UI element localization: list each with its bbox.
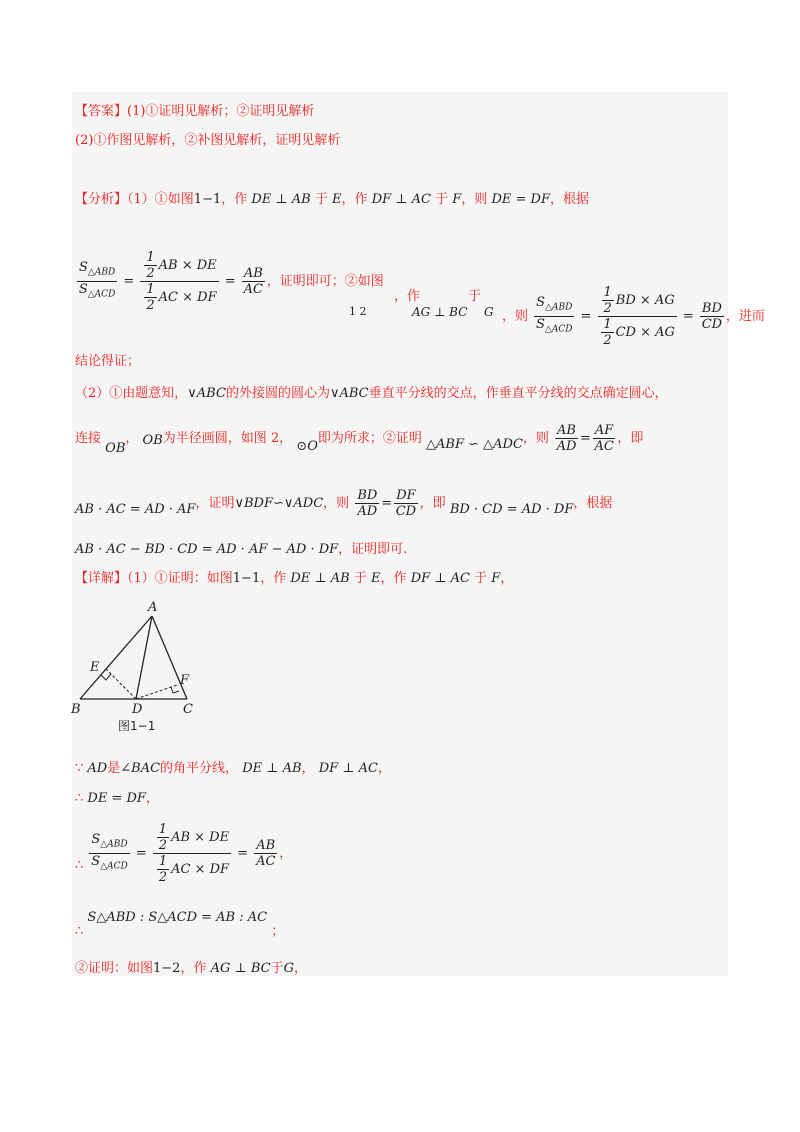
analysis-line-3: 结论得证； (75, 354, 141, 369)
detail-line-5: ∴ S△ABD : S△ACD = AB : AC ； (75, 910, 285, 939)
analysis-line-1: 【分析】（1）①如图1−1，作 DE ⊥ AB 于 E，作 DF ⊥ AC 于 F，则 DE = DF，根据 (75, 192, 589, 207)
analysis-formula-row: $\frac{S_{\triangle ABD}}{S_{\triangle ACD}}$ = $\frac{1}{2}$ AB × DE $\frac{1}{2}$ AC × DF = $\frac{AB}{AC}$ ，证明即可；②如图 (78, 250, 384, 313)
right-angle-mark-e (101, 674, 111, 680)
analysis-line-6: AB · AC = AD · AF，证明∨BDF∽∨ADC，则 $\frac{BD}{AD}$ = $\frac{DF}{CD}$ ，即 BD · CD = AD · DF，根据 (75, 488, 613, 519)
bisector-ad (136, 616, 152, 699)
vertex-label-a: A (148, 600, 158, 615)
half-product-ratio-1: $\frac{1}{2}$ AB × DE $\frac{1}{2}$ AC × DF (140, 250, 218, 313)
answer-line-2: (2)①作图见解析，②补图见解析，证明见解析 (75, 133, 341, 148)
vertex-label-c: C (183, 702, 193, 717)
analysis-label: 【分析】 (75, 192, 128, 207)
triangle-figure-1-1 (70, 598, 220, 738)
right-angle-mark-f (171, 687, 179, 693)
analysis-formula-row-2: ，则 $\frac{S_{\triangle ABD}}{S_{\triangle ACD}}$ = $\frac{1}{2}$ BD × AG $\frac{1}{2}$ CD × AG = $\frac{BD}{CD}$ ，进而 (502, 285, 765, 348)
analysis-line-4: （2）①由题意知，∨ABC的外接圆的圆心为∨ABC垂直平分线的交点，作垂直平分线的交点确定圆心， (75, 386, 668, 401)
half-product-ratio-2: $\frac{1}{2}$ BD × AG $\frac{1}{2}$ CD × AG (598, 285, 677, 348)
figure-ref-1-2: 1 2 (349, 305, 367, 318)
perpendicular-de (106, 669, 136, 699)
point-label-d: D (132, 702, 143, 717)
detail-line-1: 【详解】（1）①证明：如图1−1，作 DE ⊥ AB 于 E，作 DF ⊥ AC 于 F， (75, 571, 514, 586)
area-ratio-2: $\frac{S_{\triangle ABD}}{S_{\triangle ACD}}$ (536, 295, 573, 335)
point-label-f: F (180, 673, 190, 688)
area-ratio-1: $\frac{S_{\triangle ABD}}{S_{\triangle ACD}}$ (78, 260, 116, 300)
detail-line-2: ∵ AD是∠BAC的角平分线， DE ⊥ AB， DF ⊥ AC， (75, 761, 391, 776)
vertex-label-b: B (71, 702, 81, 717)
analysis-line-5: 连接 OB， OB为半径画圆，如图 2， ⊙O即为所求；②证明 △ABF ∽ △ADC，则 $\frac{AB}{AD}$ = $\frac{AF}{AC}$ ，即 (75, 423, 644, 456)
side-ratio-2: $\frac{BD}{CD}$ (701, 301, 723, 332)
detail-formula: ∴ $\frac{S_{\triangle ABD}}{S_{\triangle ACD}}$ = $\frac{1}{2}$ AB × DE $\frac{1}{2}$ AC × DF = $\frac{AB}{AC}$ ， (75, 822, 293, 885)
side-ab (80, 616, 152, 699)
analysis-line-7: AB · AC − BD · CD = AD · AF − AD · DF，证明即可. (75, 542, 408, 557)
detail-line-3: ∴ DE = DF， (75, 791, 159, 806)
answer-line-1: 【答案】(1)①证明见解析；②证明见解析 (75, 104, 315, 119)
figure-caption: 图1−1 (118, 719, 156, 733)
detail-line-6: ②证明：如图1−2，作 AG ⊥ BC于G， (75, 961, 308, 976)
side-ratio-1: $\frac{AB}{AC}$ (243, 266, 263, 297)
point-label-e: E (90, 660, 100, 675)
